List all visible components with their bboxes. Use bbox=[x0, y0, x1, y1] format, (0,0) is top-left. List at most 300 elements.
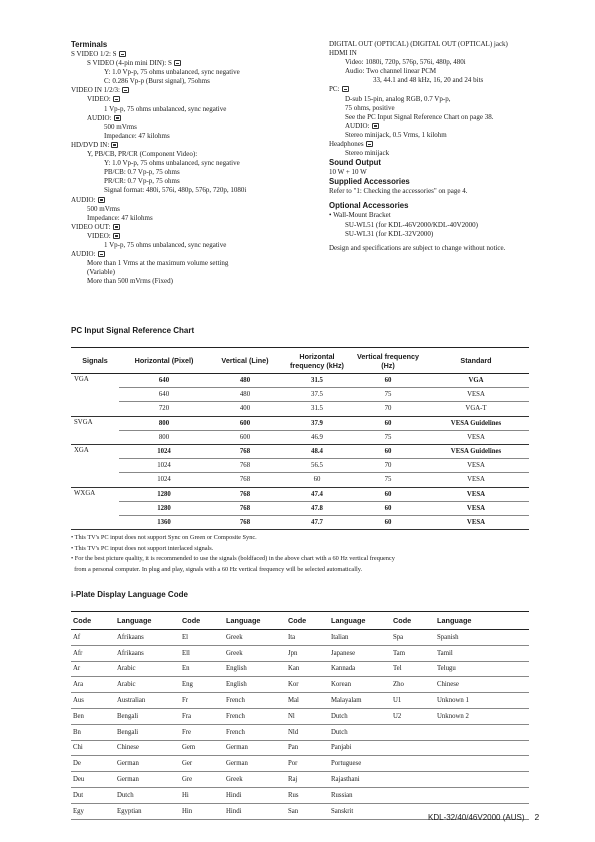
page-number: 2 bbox=[534, 812, 540, 822]
lang-code-cell: Jpn bbox=[286, 645, 329, 661]
table-cell: 60 bbox=[353, 515, 423, 529]
lang-code-cell: Raj bbox=[286, 772, 329, 788]
lang-code-cell: El bbox=[180, 630, 224, 646]
col-header-horizontal-frequency: Horizontal frequency (kHz) bbox=[290, 351, 344, 370]
table-cell: 800 bbox=[119, 416, 209, 430]
spec-line bbox=[71, 68, 316, 77]
lang-code-cell: Deu bbox=[71, 772, 115, 788]
connector-icon bbox=[98, 251, 105, 257]
table-cell: 60 bbox=[353, 416, 423, 430]
spec-line bbox=[329, 104, 569, 113]
spec-line bbox=[71, 186, 316, 195]
lang-name-cell: English bbox=[224, 661, 286, 677]
lang-code-cell: Nl bbox=[286, 708, 329, 724]
lang-code-cell: Aus bbox=[71, 693, 115, 709]
spec-line bbox=[71, 59, 316, 68]
spec-text: • Wall-Mount Bracket bbox=[329, 211, 391, 220]
lang-code-cell: En bbox=[180, 661, 224, 677]
spec-line bbox=[71, 223, 316, 232]
lang-name-cell: Afrikaans bbox=[115, 630, 180, 646]
table-cell: 46.9 bbox=[281, 430, 353, 444]
lang-code-cell: Hin bbox=[180, 803, 224, 819]
table-cell: 60 bbox=[353, 374, 423, 388]
spec-line bbox=[329, 76, 569, 85]
table-row bbox=[71, 630, 529, 646]
spec-text: AUDIO: bbox=[345, 121, 370, 130]
table-row bbox=[71, 388, 529, 402]
table-row bbox=[71, 473, 529, 487]
table-cell: 800 bbox=[119, 430, 209, 444]
table-cell: 768 bbox=[209, 473, 281, 487]
lang-code-cell: Tam bbox=[391, 645, 435, 661]
lang-code-cell: Rus bbox=[286, 787, 329, 803]
table-cell: VESA bbox=[423, 515, 529, 529]
spec-text: Design and specifications are subject to change without notice. bbox=[329, 243, 506, 252]
pc-table-header-row bbox=[71, 348, 529, 374]
table-row bbox=[71, 374, 529, 388]
table-cell: 400 bbox=[209, 402, 281, 416]
table-cell: 31.5 bbox=[281, 374, 353, 388]
lang-name-cell: Korean bbox=[329, 677, 391, 693]
lang-code-cell: Afr bbox=[71, 645, 115, 661]
spec-line bbox=[71, 196, 316, 205]
lang-name-cell: Afrikaans bbox=[115, 645, 180, 661]
lang-code-cell: Ita bbox=[286, 630, 329, 646]
table-cell: 37.5 bbox=[281, 388, 353, 402]
spec-line bbox=[329, 230, 569, 239]
table-row bbox=[71, 661, 529, 677]
lang-code-cell bbox=[391, 756, 435, 772]
lang-chart-title: i-Plate Display Language Code bbox=[71, 590, 188, 599]
spec-line bbox=[329, 122, 569, 131]
spec-text: S VIDEO 1/2: S bbox=[71, 50, 117, 58]
lang-name-cell: Dutch bbox=[329, 708, 391, 724]
pc-chart-notes bbox=[71, 533, 541, 575]
spec-text: Stereo minijack bbox=[345, 149, 390, 158]
connector-icon bbox=[113, 224, 120, 230]
spec-text: Stereo minijack, 0.5 Vrms, 1 kilohm bbox=[345, 130, 447, 139]
table-cell: 1280 bbox=[119, 501, 209, 515]
connector-icon bbox=[174, 60, 181, 66]
spec-line bbox=[329, 221, 569, 230]
spec-text: SU-WL51 (for KDL-46V2000/KDL-40V2000) bbox=[345, 220, 478, 229]
lang-name-cell: German bbox=[224, 756, 286, 772]
spec-text: Y, PB/CB, PR/CR (Component Video): bbox=[87, 150, 198, 159]
table-cell: 640 bbox=[119, 374, 209, 388]
lang-name-cell: English bbox=[224, 677, 286, 693]
table-cell: 70 bbox=[353, 402, 423, 416]
spec-line bbox=[329, 67, 569, 76]
lang-code-cell: Fra bbox=[180, 708, 224, 724]
table-cell: 768 bbox=[209, 515, 281, 529]
spec-text: (Variable) bbox=[87, 268, 115, 277]
table-cell: VESA bbox=[423, 473, 529, 487]
spec-text: 1 Vp-p, 75 ohms unbalanced, sync negative bbox=[104, 104, 227, 113]
spec-text: AUDIO: bbox=[87, 113, 112, 122]
lang-name-cell: Bengali bbox=[115, 708, 180, 724]
lang-name-cell: Egyptian bbox=[115, 803, 180, 819]
lang-code-cell: Mal bbox=[286, 693, 329, 709]
spec-text: VIDEO: bbox=[87, 231, 111, 240]
table-cell: 47.8 bbox=[281, 501, 353, 515]
spec-line bbox=[71, 259, 316, 268]
col-header-code: Code bbox=[286, 612, 329, 630]
connector-icon bbox=[372, 123, 379, 129]
spec-line bbox=[71, 50, 316, 59]
lang-name-cell bbox=[435, 724, 529, 740]
table-cell: 75 bbox=[353, 473, 423, 487]
lang-code-cell bbox=[391, 724, 435, 740]
spec-line bbox=[71, 232, 316, 241]
lang-name-cell: French bbox=[224, 693, 286, 709]
note-line: from a personal computer. In plug and play, signals with a 60 Hz vertical frequency will be selected automatically. bbox=[71, 565, 363, 573]
lang-name-cell bbox=[435, 740, 529, 756]
spec-text: VIDEO IN 1/2/3: bbox=[71, 86, 120, 95]
table-cell: VGA bbox=[423, 374, 529, 388]
spec-heading bbox=[329, 201, 569, 211]
table-cell: 60 bbox=[353, 444, 423, 458]
note-line: • This TV's PC input does not support Sync on Green or Composite Sync. bbox=[71, 534, 257, 541]
spec-line bbox=[71, 105, 316, 114]
lang-name-cell: Greek bbox=[224, 772, 286, 788]
table-row bbox=[71, 787, 529, 803]
table-cell: 1024 bbox=[119, 444, 209, 458]
lang-name-cell: Sanskrit bbox=[329, 803, 391, 819]
col-header-signals: Signals bbox=[82, 356, 108, 365]
lang-name-cell: Tamil bbox=[435, 645, 529, 661]
spec-text: Impedance: 47 kilohms bbox=[104, 131, 170, 140]
table-row bbox=[71, 693, 529, 709]
table-row bbox=[71, 772, 529, 788]
lang-name-cell: French bbox=[224, 724, 286, 740]
table-cell: 640 bbox=[119, 388, 209, 402]
spec-line bbox=[329, 85, 569, 94]
note-line: • For the best picture quality, it is recommended to use the signals (boldfaced) in the above chart with a 60 Hz vertical frequency bbox=[71, 555, 395, 562]
connector-icon bbox=[122, 87, 129, 93]
table-row bbox=[71, 444, 529, 458]
spec-text: PB/CB: 0.7 Vp-p, 75 ohms bbox=[104, 168, 180, 177]
lang-name-cell bbox=[435, 787, 529, 803]
lang-name-cell: German bbox=[115, 756, 180, 772]
spec-line bbox=[71, 214, 316, 223]
lang-name-cell: Arabic bbox=[115, 677, 180, 693]
lang-code-cell: Af bbox=[71, 630, 115, 646]
lang-code-cell: Gre bbox=[180, 772, 224, 788]
spec-text: VIDEO: bbox=[87, 95, 111, 104]
table-cell: VESA bbox=[423, 430, 529, 444]
lang-code-cell: Gem bbox=[180, 740, 224, 756]
table-cell: 60 bbox=[353, 501, 423, 515]
table-cell: 768 bbox=[209, 444, 281, 458]
spec-heading bbox=[329, 158, 569, 168]
spec-text: 1 Vp-p, 75 ohms unbalanced, sync negative bbox=[104, 240, 227, 249]
lang-name-cell: Chinese bbox=[435, 677, 529, 693]
table-cell: 60 bbox=[281, 473, 353, 487]
lang-code-cell: Ell bbox=[180, 645, 224, 661]
spec-text: AUDIO: bbox=[71, 195, 96, 204]
lang-name-cell: Panjabi bbox=[329, 740, 391, 756]
spec-text: D-sub 15-pin, analog RGB, 0.7 Vp-p, bbox=[345, 94, 451, 103]
table-cell: 600 bbox=[209, 416, 281, 430]
specs-right-column bbox=[329, 40, 569, 253]
connector-icon bbox=[114, 115, 121, 121]
spec-line bbox=[329, 131, 569, 140]
lang-name-cell: Italian bbox=[329, 630, 391, 646]
spec-line bbox=[329, 140, 569, 149]
lang-name-cell: Malayalam bbox=[329, 693, 391, 709]
lang-table-header-row bbox=[71, 612, 529, 630]
table-cell: 47.7 bbox=[281, 515, 353, 529]
table-row bbox=[71, 740, 529, 756]
connector-icon bbox=[119, 51, 126, 57]
spec-line bbox=[329, 187, 569, 196]
spec-text: HD/DVD IN: bbox=[71, 140, 110, 149]
specs-left-column bbox=[71, 40, 316, 286]
spec-line bbox=[71, 177, 316, 186]
spec-line bbox=[71, 250, 316, 259]
col-header-language: Language bbox=[329, 612, 391, 630]
lang-code-cell: Eng bbox=[180, 677, 224, 693]
table-cell: 768 bbox=[209, 459, 281, 473]
lang-code-cell: Pan bbox=[286, 740, 329, 756]
spec-line bbox=[71, 77, 316, 86]
lang-name-cell: Chinese bbox=[115, 740, 180, 756]
connector-icon bbox=[111, 142, 118, 148]
col-header-horizontal-pixel: Horizontal (Pixel) bbox=[134, 356, 194, 365]
col-header-standard: Standard bbox=[460, 356, 492, 365]
spec-line bbox=[71, 132, 316, 141]
spec-line bbox=[329, 113, 569, 122]
lang-code-cell: Kor bbox=[286, 677, 329, 693]
table-cell: 60 bbox=[353, 487, 423, 501]
lang-name-cell: Russian bbox=[329, 787, 391, 803]
spec-text: Supplied Accessories bbox=[329, 177, 410, 187]
spec-line bbox=[71, 277, 316, 286]
spec-line bbox=[71, 150, 316, 159]
lang-code-cell: Ar bbox=[71, 661, 115, 677]
table-cell: VESA bbox=[423, 501, 529, 515]
table-cell: VESA bbox=[423, 487, 529, 501]
lang-code-cell: Fre bbox=[180, 724, 224, 740]
lang-code-cell: Kan bbox=[286, 661, 329, 677]
lang-name-cell bbox=[435, 772, 529, 788]
spec-text: Optional Accessories bbox=[329, 201, 409, 211]
lang-code-cell bbox=[391, 787, 435, 803]
table-cell: VESA Guidelines bbox=[423, 444, 529, 458]
spec-line bbox=[329, 149, 569, 158]
spec-text: AUDIO: bbox=[71, 250, 96, 259]
table-row bbox=[71, 459, 529, 473]
table-row bbox=[71, 708, 529, 724]
spec-text: Headphones bbox=[329, 140, 364, 149]
spec-text: 500 mVrms bbox=[87, 204, 120, 213]
table-cell: 720 bbox=[119, 402, 209, 416]
lang-name-cell: Unknown 1 bbox=[435, 693, 529, 709]
spec-text: DIGITAL OUT (OPTICAL) (DIGITAL OUT (OPTICAL) jack) bbox=[329, 40, 508, 48]
table-cell: 1024 bbox=[119, 459, 209, 473]
spec-text: Sound Output bbox=[329, 158, 381, 168]
model-number: KDL-32/40/46V2000 (AUS) bbox=[428, 813, 525, 822]
pc-input-signal-table bbox=[71, 347, 529, 530]
table-cell: 48.4 bbox=[281, 444, 353, 458]
spec-text: More than 1 Vrms at the maximum volume setting bbox=[87, 259, 229, 268]
spec-line bbox=[329, 211, 569, 220]
signal-name: XGA bbox=[71, 444, 119, 487]
lang-code-cell: Chi bbox=[71, 740, 115, 756]
spec-text: 75 ohms, positive bbox=[345, 103, 395, 112]
spec-line bbox=[329, 244, 569, 253]
table-cell: VESA bbox=[423, 388, 529, 402]
table-cell: VESA bbox=[423, 459, 529, 473]
lang-name-cell: Australian bbox=[115, 693, 180, 709]
lang-name-cell: Dutch bbox=[329, 724, 391, 740]
spec-line bbox=[329, 168, 569, 177]
spec-text: More than 500 mVrms (Fixed) bbox=[87, 277, 173, 286]
lang-name-cell: Portuguese bbox=[329, 756, 391, 772]
signal-name: SVGA bbox=[71, 416, 119, 444]
lang-code-cell: Tel bbox=[391, 661, 435, 677]
table-cell: 600 bbox=[209, 430, 281, 444]
table-row bbox=[71, 645, 529, 661]
spec-text: Audio: Two channel linear PCM bbox=[345, 67, 437, 76]
table-row bbox=[71, 756, 529, 772]
table-cell: 37.9 bbox=[281, 416, 353, 430]
table-cell: 47.4 bbox=[281, 487, 353, 501]
table-cell: 75 bbox=[353, 388, 423, 402]
spec-line bbox=[329, 49, 569, 58]
lang-name-cell: Telugu bbox=[435, 661, 529, 677]
spec-line bbox=[329, 58, 569, 67]
col-header-code: Code bbox=[391, 612, 435, 630]
lang-code-cell: Ara bbox=[71, 677, 115, 693]
table-row bbox=[71, 416, 529, 430]
lang-code-cell: Ben bbox=[71, 708, 115, 724]
table-cell: VESA Guidelines bbox=[423, 416, 529, 430]
lang-name-cell: Rajasthani bbox=[329, 772, 391, 788]
spec-text: Signal format: 480i, 576i, 480p, 576p, 720p, 1080i bbox=[104, 186, 247, 195]
connector-icon bbox=[342, 86, 349, 92]
table-cell: VGA-T bbox=[423, 402, 529, 416]
table-row bbox=[71, 430, 529, 444]
table-cell: 480 bbox=[209, 388, 281, 402]
lang-name-cell: Spanish bbox=[435, 630, 529, 646]
spec-heading bbox=[71, 40, 316, 50]
lang-name-cell: Dutch bbox=[115, 787, 180, 803]
lang-code-cell: Ger bbox=[180, 756, 224, 772]
table-cell: 768 bbox=[209, 501, 281, 515]
table-cell: 70 bbox=[353, 459, 423, 473]
spec-text: 33, 44.1 and 48 kHz, 16, 20 and 24 bits bbox=[373, 76, 484, 85]
spec-heading bbox=[329, 177, 569, 187]
spec-line bbox=[71, 95, 316, 104]
table-cell: 1024 bbox=[119, 473, 209, 487]
lang-code-cell: San bbox=[286, 803, 329, 819]
col-header-vertical-frequency: Vertical frequency (Hz) bbox=[357, 351, 419, 370]
table-cell: 1280 bbox=[119, 487, 209, 501]
col-header-language: Language bbox=[224, 612, 286, 630]
connector-icon bbox=[113, 233, 120, 239]
lang-name-cell: Unknown 2 bbox=[435, 708, 529, 724]
spec-text: Y: 1.0 Vp-p, 75 ohms unbalanced, sync negative bbox=[104, 68, 240, 77]
spec-text: Y: 1.0 Vp-p, 75 ohms unbalanced, sync negative bbox=[104, 159, 240, 168]
table-row bbox=[71, 677, 529, 693]
lang-name-cell: French bbox=[224, 708, 286, 724]
lang-code-cell: Fr bbox=[180, 693, 224, 709]
lang-name-cell: Arabic bbox=[115, 661, 180, 677]
spec-text: Refer to "1: Checking the accessories" on page 4. bbox=[329, 187, 468, 196]
table-row bbox=[71, 402, 529, 416]
spec-line bbox=[71, 268, 316, 277]
col-header-code: Code bbox=[71, 612, 115, 630]
lang-code-cell: U2 bbox=[391, 708, 435, 724]
lang-code-cell: U1 bbox=[391, 693, 435, 709]
spec-text: PR/CR: 0.7 Vp-p, 75 ohms bbox=[104, 177, 180, 186]
lang-name-cell bbox=[435, 756, 529, 772]
lang-code-cell: Dut bbox=[71, 787, 115, 803]
spec-line bbox=[329, 40, 569, 49]
lang-name-cell: German bbox=[224, 740, 286, 756]
lang-code-cell: Nld bbox=[286, 724, 329, 740]
table-row bbox=[71, 724, 529, 740]
spec-line bbox=[71, 159, 316, 168]
lang-name-cell: Japanese bbox=[329, 645, 391, 661]
col-header-vertical-line: Vertical (Line) bbox=[221, 356, 269, 365]
spec-text: S VIDEO (4-pin mini DIN): S bbox=[87, 59, 172, 68]
page-footer bbox=[428, 812, 539, 822]
table-cell: 56.5 bbox=[281, 459, 353, 473]
spec-text: PC: bbox=[329, 85, 340, 94]
spec-line bbox=[71, 86, 316, 95]
spec-text: Video: 1080i, 720p, 576p, 576i, 480p, 480i bbox=[345, 58, 466, 67]
table-cell: 768 bbox=[209, 487, 281, 501]
spec-text: SU-WL31 (for KDL-32V2000) bbox=[345, 229, 434, 238]
note-line: • This TV's PC input does not support interlaced signals. bbox=[71, 544, 214, 552]
spec-text: 500 mVrms bbox=[104, 122, 137, 131]
connector-icon bbox=[98, 197, 105, 203]
pc-chart-title: PC Input Signal Reference Chart bbox=[71, 326, 195, 335]
spec-line bbox=[71, 141, 316, 150]
lang-code-cell bbox=[391, 772, 435, 788]
connector-icon bbox=[113, 96, 120, 102]
table-cell: 1360 bbox=[119, 515, 209, 529]
spec-text: Impedance: 47 kilohms bbox=[87, 213, 153, 222]
col-header-code: Code bbox=[180, 612, 224, 630]
spec-line bbox=[71, 241, 316, 250]
language-code-table bbox=[71, 611, 529, 820]
spec-line bbox=[71, 114, 316, 123]
table-cell: 480 bbox=[209, 374, 281, 388]
connector-icon bbox=[366, 141, 373, 147]
spec-text: VIDEO OUT: bbox=[71, 222, 111, 231]
spec-text: See the PC Input Signal Reference Chart on page 38. bbox=[345, 112, 494, 121]
spec-text: HDMI IN bbox=[329, 49, 357, 58]
spec-line bbox=[71, 123, 316, 132]
table-cell: 31.5 bbox=[281, 402, 353, 416]
lang-code-cell: Hi bbox=[180, 787, 224, 803]
table-row bbox=[71, 515, 529, 529]
lang-name-cell: German bbox=[115, 772, 180, 788]
lang-name-cell: Bengali bbox=[115, 724, 180, 740]
spec-text: Terminals bbox=[71, 40, 108, 49]
lang-code-cell: Zho bbox=[391, 677, 435, 693]
lang-code-cell: De bbox=[71, 756, 115, 772]
lang-name-cell: Kannada bbox=[329, 661, 391, 677]
lang-name-cell: Hindi bbox=[224, 803, 286, 819]
lang-code-cell: Bn bbox=[71, 724, 115, 740]
spec-line bbox=[71, 168, 316, 177]
lang-name-cell: Greek bbox=[224, 645, 286, 661]
spec-line bbox=[71, 205, 316, 214]
